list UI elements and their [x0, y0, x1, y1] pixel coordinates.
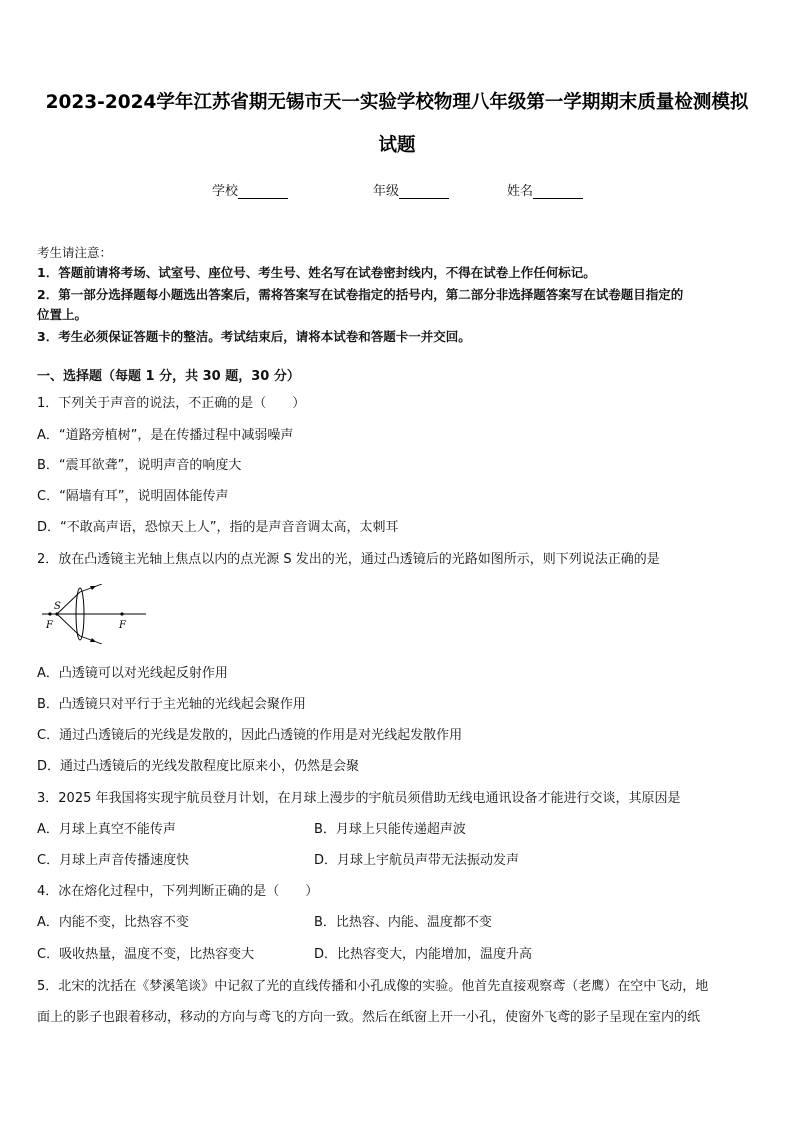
- grade-field[interactable]: 年级: [373, 180, 449, 199]
- q2-option-a: A．凸透镜可以对光线起反射作用: [37, 666, 228, 681]
- q3-option-c: C．月球上声音传播速度快: [37, 853, 190, 868]
- q3-option-b: B．月球上只能传递超声波: [314, 822, 466, 837]
- q1-option-b: B．“震耳欲聋”，说明声音的响度大: [37, 458, 242, 473]
- label-s: S: [54, 601, 61, 612]
- q5-line-2: 面上的影子也跟着移动，移动的方向与鸢飞的方向一致。然后在纸窗上开一小孔，使窗外飞鸢的影子呈现在室内的纸: [37, 1010, 701, 1025]
- q1-option-c: C．“隔墙有耳”，说明固体能传声: [37, 489, 229, 504]
- q2-option-b: B．凸透镜只对平行于主光轴的光线起会聚作用: [37, 697, 306, 712]
- q4-option-a: A．内能不变，比热容不变: [37, 915, 189, 930]
- label-f-right: F: [119, 620, 126, 631]
- notice-heading: 考生请注意：: [37, 245, 113, 260]
- q1-stem: 1．下列关于声音的说法，不正确的是（ ）: [37, 396, 306, 411]
- q2-option-c: C．通过凸透镜后的光线是发散的，因此凸透镜的作用是对光线起发散作用: [37, 728, 463, 743]
- q4-option-c: C．吸收热量，温度不变，比热容变大: [37, 947, 255, 962]
- q4-option-d: D．比热容变大，内能增加，温度升高: [314, 947, 533, 962]
- notice-item-3: 3．考生必须保证答题卡的整洁。考试结束后，请将本试卷和答题卡一并交回。: [37, 329, 471, 344]
- q1-option-d: D．“不敢高声语，恐惊天上人”，指的是声音音调太高，太刺耳: [37, 520, 399, 535]
- notice-item-1: 1．答题前请将考场、试室号、座位号、考生号、姓名写在试卷密封线内，不得在试卷上作任何标记。: [37, 265, 596, 280]
- q5-line-1: 5．北宋的沈括在《梦溪笔谈》中记叙了光的直线传播和小孔成像的实验。他首先直接观察鸢（老鹰）在空中飞动，地: [37, 979, 709, 994]
- exam-title-line2: 试题: [378, 135, 416, 156]
- lens-diagram: [40, 584, 150, 644]
- section-heading: 一、选择题（每题 1 分，共 30 题，30 分）: [37, 369, 300, 384]
- q3-stem: 3．2025 年我国将实现宇航员登月计划，在月球上漫步的宇航员须借助无线电通讯设备才能进行交谈，其原因是: [37, 791, 681, 806]
- label-f-left: F: [46, 620, 53, 631]
- q4-stem: 4．冰在熔化过程中，下列判断正确的是（ ）: [37, 884, 319, 899]
- name-field[interactable]: 姓名: [507, 180, 583, 199]
- notice-item-2a: 2．第一部分选择题每小题选出答案后，需将答案写在试卷指定的括号内，第二部分非选择题答案写在试卷题目指定的: [37, 287, 684, 302]
- q1-option-a: A．“道路旁植树”，是在传播过程中减弱噪声: [37, 428, 294, 443]
- notice-item-2b: 位置上。: [37, 307, 88, 322]
- q2-option-d: D．通过凸透镜后的光线发散程度比原来小，仍然是会聚: [37, 759, 360, 774]
- q2-stem: 2．放在凸透镜主光轴上焦点以内的点光源 S 发出的光，通过凸透镜后的光路如图所示，则下列说法正确的是: [37, 552, 660, 567]
- q3-option-a: A．月球上真空不能传声: [37, 822, 176, 837]
- q3-option-d: D．月球上宇航员声带无法振动发声: [314, 853, 520, 868]
- exam-title-line1: 2023-2024学年江苏省期无锡市天一实验学校物理八年级第一学期期末质量检测模拟: [45, 92, 749, 113]
- q4-option-b: B．比热容、内能、温度都不变: [314, 915, 492, 930]
- school-field[interactable]: 学校: [212, 180, 288, 199]
